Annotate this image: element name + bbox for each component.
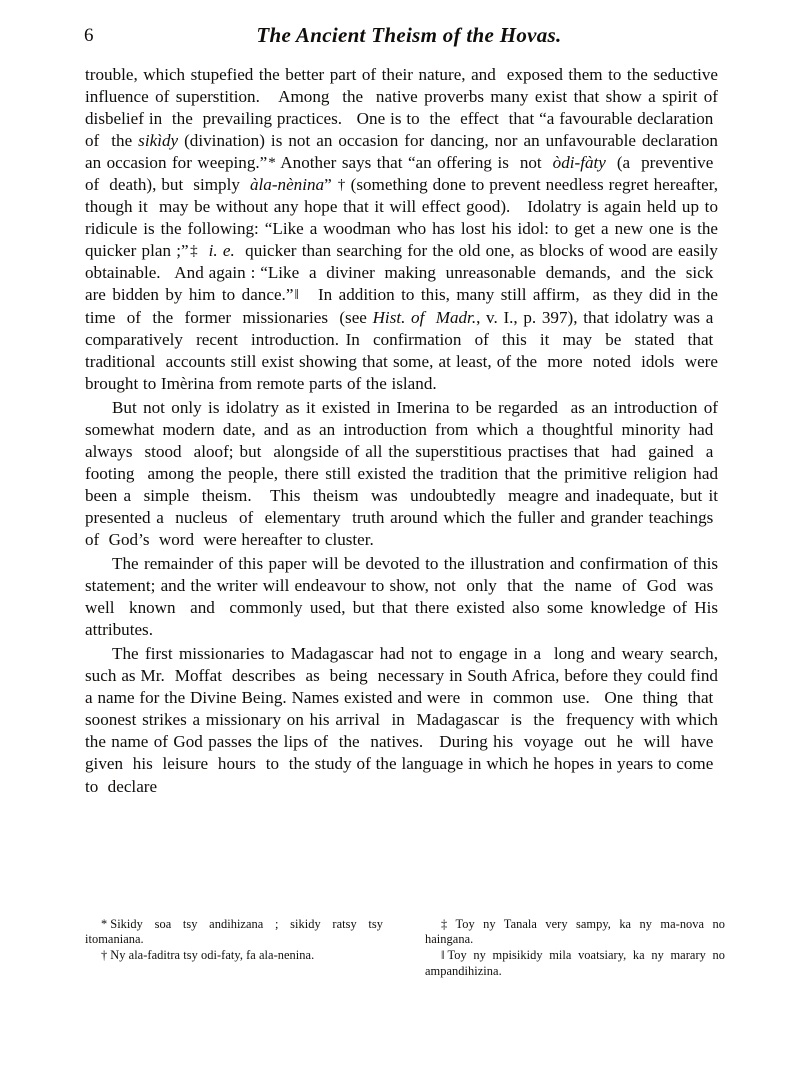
footnote-asterisk	[85, 917, 383, 947]
paragraph-1: trouble, which stupefied the better part of their nature, and exposed them to the seductive influence of superstition. Among the native proverbs many exist that show a spirit of disbelief in the prevailing practices. One is to the effect that “a favourable declaration of the sikìdy (divination) is not an occasion for dancing, nor an unfavourable declaration an occasion for weeping.”* Another says that “an offering is not òdi-fàty (a preventive of death), but simply àla-nènina” † (something done to prevent needless regret hereafter, though it may be without any hope that it will effect good). Idolatry is again held up to ridicule is the following: “Like a woodman who has lost his idol: to get a new one is the quicker plan ;”‡ i. e. quicker than searching for the old one, as blocks of wood are easily obtainable. And again : “Like a diviner making unreasonable demands, and the sick are bidden by him to dance.”‖ In addition to this, many still affirm, as they did in the time of the former missionaries (see Hist. of Madr., v. I., p. 397), that idolatry was a comparatively recent introduction. In confirmation of this it may be stated that traditional accounts still exist showing that some, at least, of the more noted idols were brought to Imèrina from remote parts of the island.	[85, 65, 719, 393]
footnote-parallel	[425, 948, 725, 978]
body-text	[85, 64, 718, 798]
page-number: 6	[84, 25, 94, 46]
footnote-column-left	[85, 917, 405, 980]
footnote-column-right	[405, 917, 725, 980]
paragraph-4: The first missionaries to Madagascar had not to engage in a long and weary search, such as Mr. Moffat describes as being necessary in South Africa, before they could find a name for the Divine Being. Names existed and were in common use. One thing that soonest strikes a missionary on his arrival in Madagascar is the frequency with which the name of God passes the lips of the natives. During his voyage out he will have given his leisure hours to the study of the language in which he hopes in years to come to declare	[85, 644, 718, 796]
paragraph-3: The remainder of this paper will be devoted to the illustration and confirmation of this statement; and the writer will endeavour to show, not only that the name of God was well known and commonly used, but that there existed also some knowledge of His attributes.	[85, 554, 718, 640]
footnote-mark-double-dagger: ‡	[441, 917, 453, 931]
paragraph-2: But not only is idolatry as it existed in Imerina to be regarded as an introduction of somewhat modern date, and as an introduction from which a thoughtful minority had always stood aloof; but alongside of all the superstitious practises that had gained a footing among the people, there still existed the tradition that the primitive religion had been a simple theism. This theism was undoubtedly meagre and inadequate, but it presented a nucleus of elementary truth around which the fuller and grander teachings of God’s word were hereafter to cluster.	[85, 397, 718, 549]
footnote-text-dagger: Ny ala-faditra tsy odi-faty, fa ala-nenina.	[110, 948, 315, 963]
running-head-title: The Ancient Theism of the Hovas.	[256, 23, 562, 47]
footnote-mark-asterisk: *	[101, 917, 108, 931]
footnote-area	[85, 917, 725, 980]
footnote-mark-parallel: ‖	[441, 948, 445, 963]
footnote-text-double-dagger: Toy ny Tanala very sampy, ka ny ma-nova no haingana.	[425, 917, 725, 947]
footnote-mark-dagger: †	[101, 948, 108, 963]
footnote-dagger	[85, 948, 383, 963]
footnote-text-asterisk: Sikidy soa tsy andihizana ; sikidy ratsy tsy itomaniana.	[85, 917, 383, 947]
running-head	[84, 22, 716, 52]
footnote-text-parallel: Toy ny mpisikidy mila voatsiary, ka ny marary no ampandihizina.	[425, 948, 725, 978]
footnote-double-dagger	[425, 917, 725, 947]
